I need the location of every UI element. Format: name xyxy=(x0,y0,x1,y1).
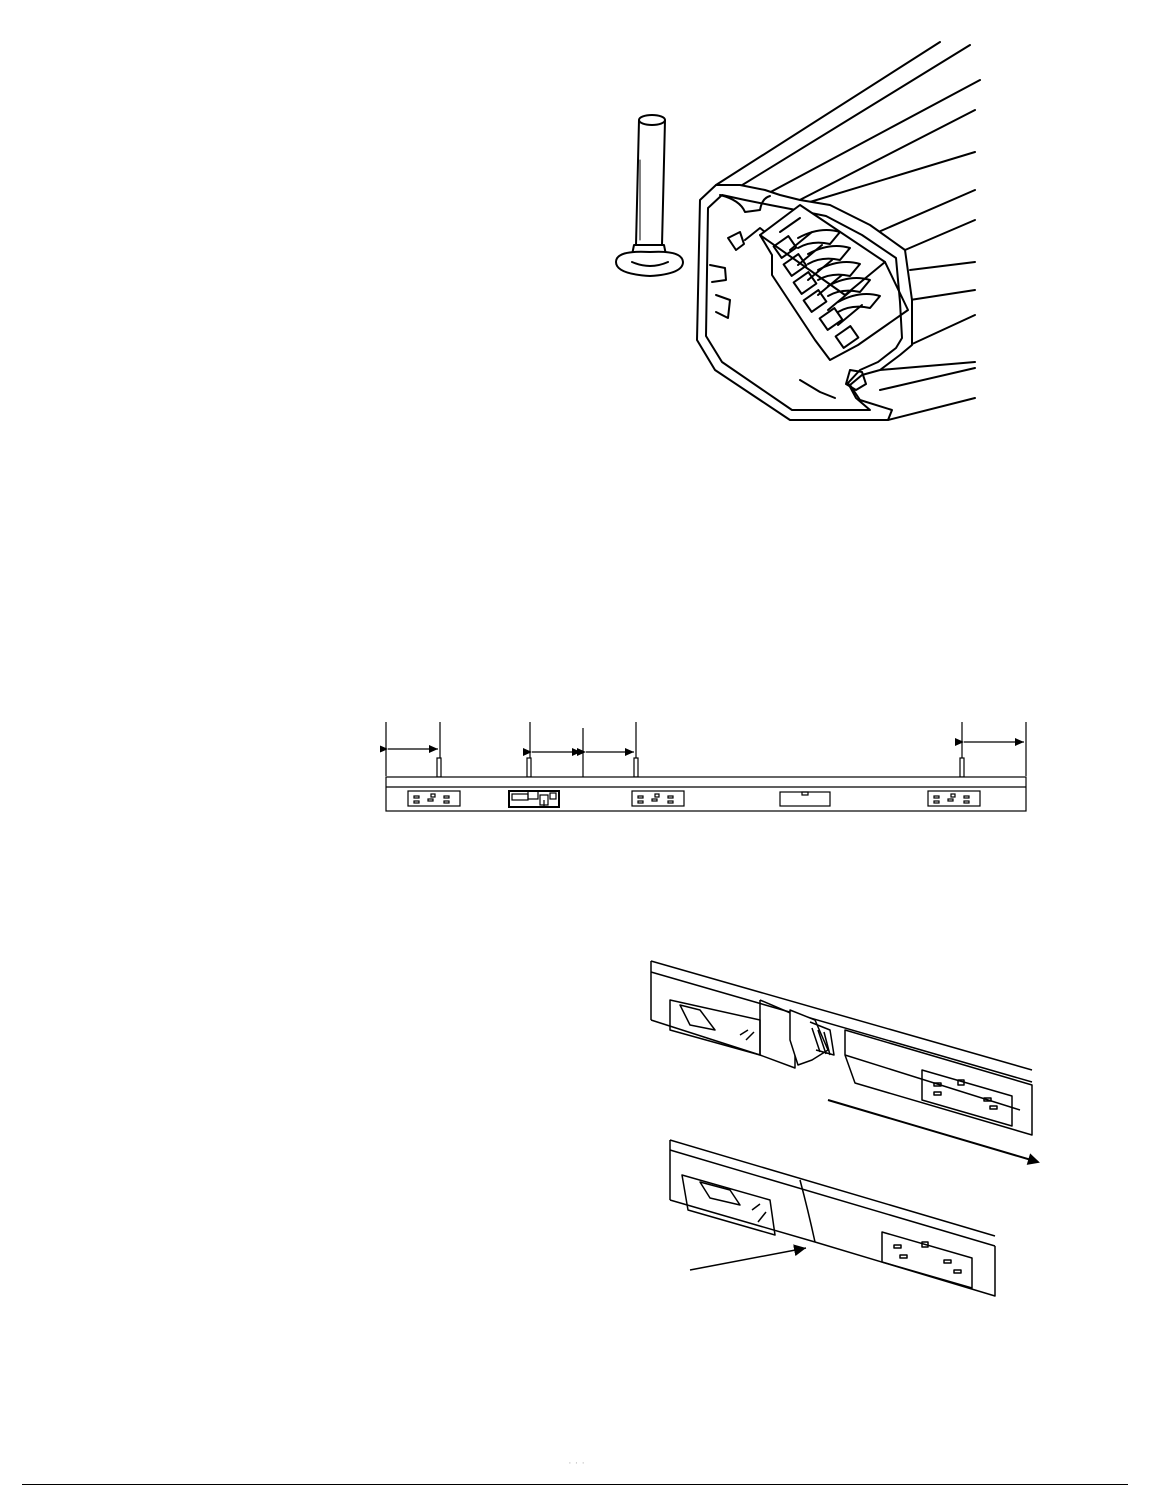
raceway-coupling-illustration xyxy=(640,950,1050,1300)
raceway-profile-illustration xyxy=(600,30,1000,440)
carriage-bolt-icon xyxy=(616,115,683,276)
push-direction-arrow xyxy=(828,1100,1038,1162)
raceway-layout-diagram xyxy=(380,715,1040,815)
raceway-extrusion xyxy=(697,42,980,420)
seam-leader-line xyxy=(690,1248,806,1270)
raceway-section-after xyxy=(670,1140,995,1296)
raceway-section-before xyxy=(651,961,1032,1135)
footer-rule xyxy=(22,1484,1128,1485)
receptacle-icon xyxy=(922,1070,1012,1126)
receptacle-icon xyxy=(882,1232,972,1288)
footer-page-marker: · · · xyxy=(567,1457,586,1469)
